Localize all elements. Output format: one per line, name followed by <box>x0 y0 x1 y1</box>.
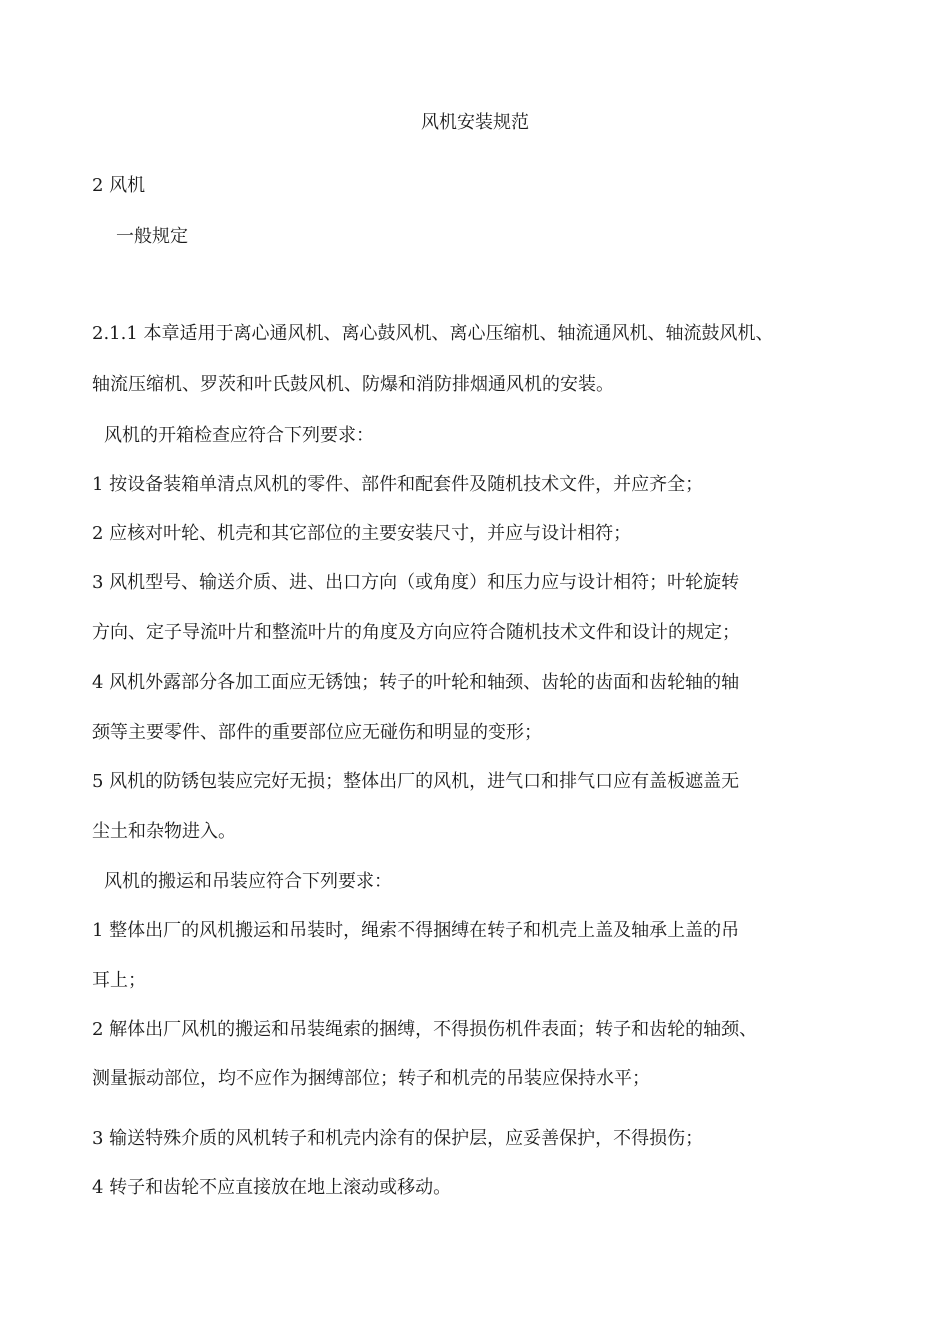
subsection-heading: 风机的搬运和吊装应符合下列要求： <box>104 871 392 892</box>
list-item-continuation: 耳上； <box>92 970 146 991</box>
list-item-continuation: 测量振动部位，均不应作为捆缚部位；转子和机壳的吊装应保持水平； <box>92 1068 650 1089</box>
subsection-heading: 风机的开箱检查应符合下列要求： <box>104 425 374 446</box>
list-item-continuation: 尘土和杂物进入。 <box>92 821 236 842</box>
list-item: 5 风机的防锈包装应完好无损；整体出厂的风机，进气口和排气口应有盖板遮盖无 <box>92 771 740 792</box>
list-item: 3 风机型号、输送介质、进、出口方向（或角度）和压力应与设计相符；叶轮旋转 <box>92 572 740 593</box>
list-item: 4 转子和齿轮不应直接放在地上滚动或移动。 <box>92 1177 452 1198</box>
list-item: 2 应核对叶轮、机壳和其它部位的主要安装尺寸，并应与设计相符； <box>92 523 632 544</box>
list-item: 1 整体出厂的风机搬运和吊装时，绳索不得捆缚在转子和机壳上盖及轴承上盖的吊 <box>92 920 740 941</box>
list-item: 4 风机外露部分各加工面应无锈蚀；转子的叶轮和轴颈、齿轮的齿面和齿轮轴的轴 <box>92 672 740 693</box>
paragraph-line: 轴流压缩机、罗茨和叶氏鼓风机、防爆和消防排烟通风机的安装。 <box>92 374 614 395</box>
list-item-continuation: 方向、定子导流叶片和整流叶片的角度及方向应符合随机技术文件和设计的规定； <box>92 622 740 643</box>
chapter-heading: 2 风机 <box>92 175 146 196</box>
section-heading: 一般规定 <box>116 226 188 247</box>
list-item-continuation: 颈等主要零件、部件的重要部位应无碰伤和明显的变形； <box>92 722 542 743</box>
paragraph-line: 2.1.1 本章适用于离心通风机、离心鼓风机、离心压缩机、轴流通风机、轴流鼓风机、 <box>92 323 774 344</box>
list-item: 3 输送特殊介质的风机转子和机壳内涂有的保护层，应妥善保护，不得损伤； <box>92 1128 704 1149</box>
list-item: 1 按设备装箱单清点风机的零件、部件和配套件及随机技术文件，并应齐全； <box>92 474 704 495</box>
document-title: 风机安装规范 <box>421 112 529 133</box>
list-item: 2 解体出厂风机的搬运和吊装绳索的捆缚，不得损伤机件表面；转子和齿轮的轴颈、 <box>92 1019 758 1040</box>
